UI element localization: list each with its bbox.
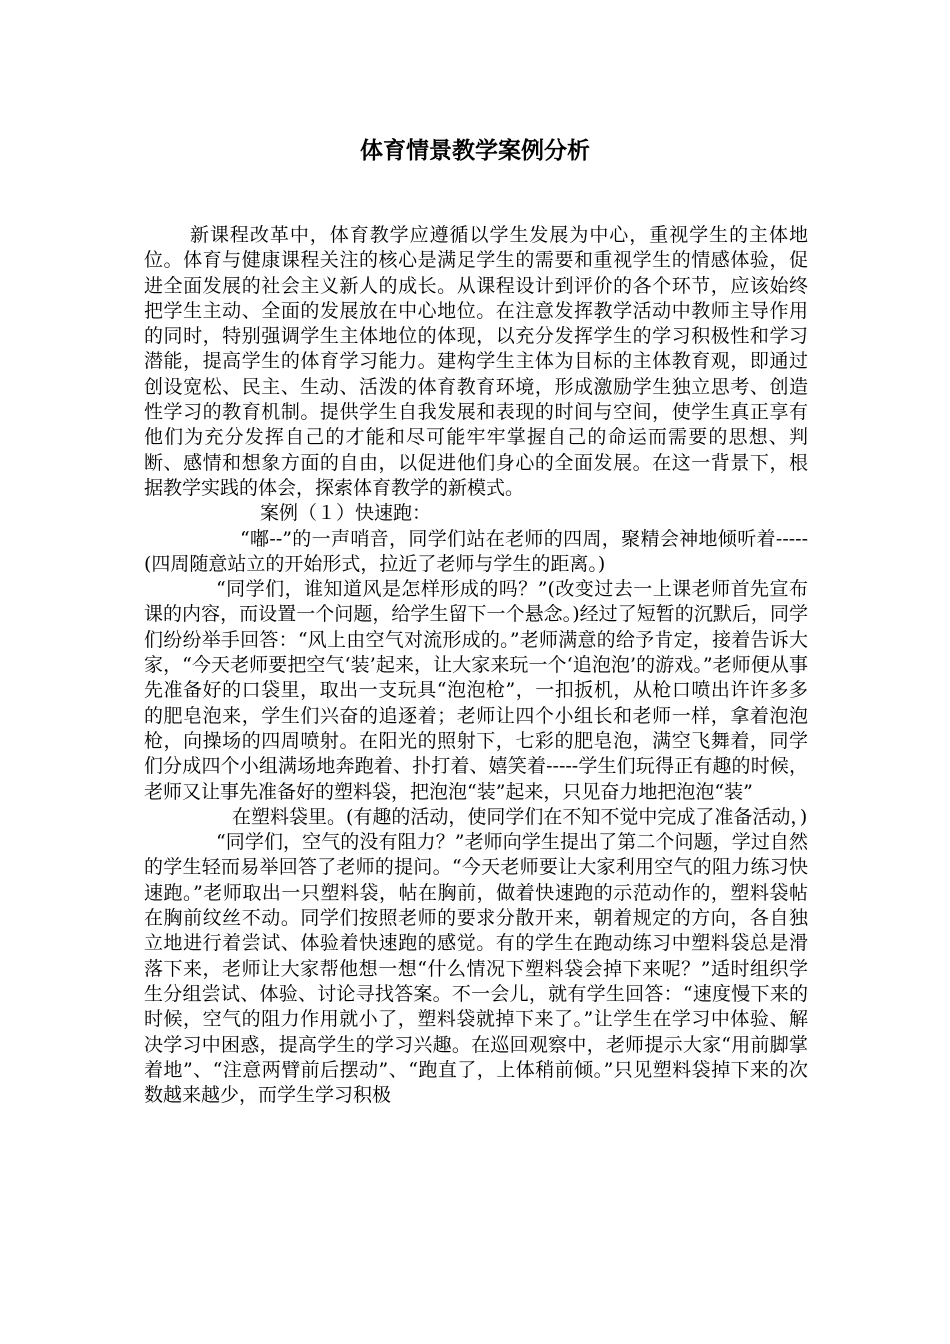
paragraph-case-heading: 案例（１）快速跑： [260,502,432,525]
paragraph-wind-question: “同学们，谁知道风是怎样形成的吗？”(改变过去一上课老师首先宣布课的内容，而设置一个问题，给学生留下一个悬念。)经过了短暂的沉默后，同学们纷纷举手回答：“风上由空气对流形成的。”老师满意的给予肯定，接着告诉大家，“今天老师要把空气‘装’起来，让大家来玩一个‘追泡泡’的游戏。”老师便从事先准备好的口袋里，取出一支玩具“泡泡枪”，一扣扳机，从枪口喷出许许多多的肥皂泡来，学生们兴奋的追逐着；老师让四个小组长和老师一样，拿着泡泡枪，向操场的四周喷射。在阳光的照射下，七彩的肥皂泡，满空飞舞着，同学们分成四个小组满场地奔跑着、扑打着、嬉笑着-----学生们玩得正有趣的时候，老师又让事先准备好的塑料袋，把泡泡“装”起来，只见奋力地把泡泡“装” [144,578,808,803]
paragraph-bag-warmup: 在塑料袋里。(有趣的活动，使同学们在不知不觉中完成了准备活动，) [232,805,808,828]
document-body [144,223,808,1108]
paragraph-whistle: “嘟--”的一声哨音，同学们站在老师的四周，聚精会神地倾听着-----(四周随意站立的开始形式，拉近了老师与学生的距离。) [144,527,808,575]
paragraph-intro: 新课程改革中，体育教学应遵循以学生发展为中心，重视学生的主体地位。体育与健康课程关注的核心是满足学生的需要和重视学生的情感体验，促进全面发展的社会主义新人的成长。从课程设计到评价的各个环节，应该始终把学生主动、全面的发展放在中心地位。在注意发挥教学活动中教师主导作用的同时，特别强调学生主体地位的体现，以充分发挥学生的学习积极性和学习潜能，提高学生的体育学习能力。建构学生主体为目标的主体教育观，即通过创设宽松、民主、生动、活泼的体育教育环境，形成激励学生独立思考、创造性学习的教育机制。提供学生自我发展和表现的时间与空间，使学生真正享有他们为充分发挥自己的才能和尽可能牢牢掌握自己的命运而需要的思想、判断、感情和想象方面的自由，以促进他们身心的全面发展。在这一背景下，根据教学实践的体会，探索体育教学的新模式。 [144,224,808,499]
paragraph-air-resistance: “同学们，空气的没有阻力？”老师向学生提出了第二个问题，学过自然的学生轻而易举回答了老师的提问。“今天老师要让大家利用空气的阻力练习快速跑。”老师取出一只塑料袋，帖在胸前，做着快速跑的示范动作的，塑料袋帖在胸前纹丝不动。同学们按照老师的要求分散开来，朝着规定的方向，各自独立地进行着尝试、体验着快速跑的感觉。有的学生在跑动练习中塑料袋总是滑落下来，老师让大家帮他想一想“什么情况下塑料袋会掉下来呢？”适时组织学生分组尝试、体验、讨论寻找答案。不一会儿，就有学生回答：“速度慢下来的时候，空气的阻力作用就小了，塑料袋就掉下来了。”让学生在学习中体验、解决学习中困惑，提高学生的学习兴趣。在巡回观察中，老师提示大家“用前脚掌着地”、“注意两臂前后摆动”、“跑直了，上体稍前倾。”只见塑料袋掉下来的次数越来越少，而学生学习积极 [144,831,808,1107]
document-title: 体育情景教学案例分析 [360,138,590,164]
